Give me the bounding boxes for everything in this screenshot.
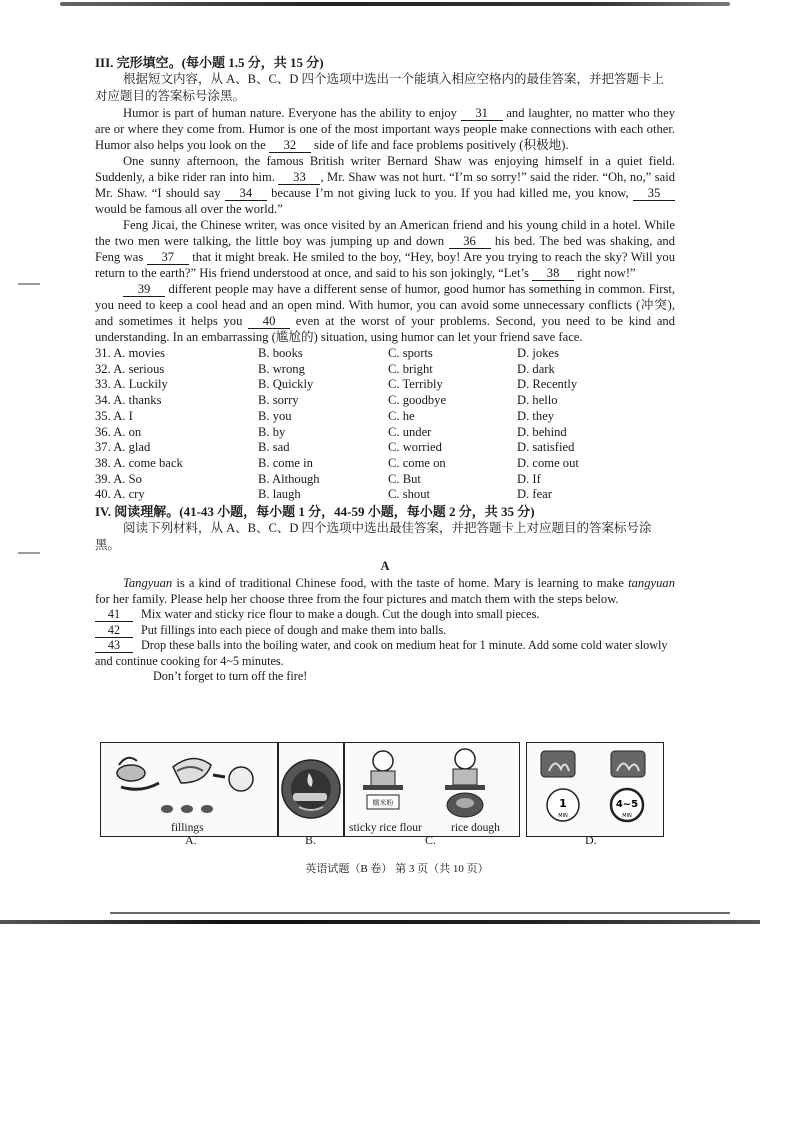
option-d[interactable]: D. satisfied	[517, 440, 575, 455]
passage-label: A	[380, 559, 390, 574]
option-b[interactable]: B. sad	[258, 440, 290, 455]
picture-strip	[100, 742, 668, 837]
option-c[interactable]: C. Terribly	[388, 377, 443, 392]
blank-41: 41	[95, 608, 133, 622]
blank-39: 39	[123, 283, 165, 297]
margin-mark	[18, 283, 40, 285]
option-row-38	[95, 456, 675, 472]
blank-36: 36	[449, 235, 491, 249]
blank-37: 37	[147, 251, 189, 265]
section-4-title: IV. 阅读理解。(41-43 小题，每小题 1 分，44-59 小题，每小题 2 分，共 35 分)	[95, 504, 535, 520]
picture-b	[278, 742, 344, 837]
picture-a	[100, 742, 278, 837]
section-3-instruction: 根据短文内容，从 A、B、C、D 四个选项中选出一个能填入相应空格内的最佳答案，并把答题卡上对应题目的答案标号涂黑。	[95, 72, 664, 103]
step-41: 41 Mix water and sticky rice flour to make a dough. Cut the dough into small pieces.	[95, 607, 675, 623]
option-d[interactable]: D. jokes	[517, 346, 559, 360]
blank-40: 40	[248, 315, 290, 329]
option-row-32	[95, 362, 675, 378]
option-c[interactable]: C. he	[388, 408, 415, 423]
option-c[interactable]: C. come on	[388, 455, 446, 470]
option-row-39	[95, 472, 675, 488]
timer-one: 1	[559, 797, 567, 810]
option-c[interactable]: C. under	[388, 424, 432, 439]
option-d[interactable]: D. If	[517, 471, 541, 486]
step-43: 43 Drop these balls into the boiling water, and cook on medium heat for 1 minute. Add some cold water slowly and continue cooking for 4~5 minutes.	[95, 638, 668, 668]
option-row-31	[95, 346, 675, 362]
step-42: 42 Put fillings into each piece of dough and make them into balls.	[95, 623, 675, 639]
option-c[interactable]: C. sports	[388, 346, 433, 360]
option-c[interactable]: C. shout	[388, 487, 430, 502]
paragraph-1: Humor is part of human nature. Everyone has the ability to enjoy 31 and laughter, no matter who they are or where they come from. Humor is one of the most important ways people make connections with each other. Humor also helps you look on the 32 side of life and face problems positively (积极地).	[95, 106, 675, 152]
option-b[interactable]: B. wrong	[258, 361, 305, 376]
option-c[interactable]: C. bright	[388, 361, 433, 376]
option-b[interactable]: B. sorry	[258, 393, 299, 408]
option-d[interactable]: D. Recently	[517, 377, 578, 392]
caption-fillings: fillings	[171, 822, 204, 834]
option-d[interactable]: D. behind	[517, 424, 567, 439]
blank-32: 32	[269, 139, 311, 153]
option-a[interactable]: 39. A. So	[95, 471, 142, 486]
blank-43: 43	[95, 639, 133, 653]
caption-rice-dough: rice dough	[451, 822, 500, 834]
option-b[interactable]: B. Although	[258, 471, 320, 486]
exam-page	[95, 54, 675, 685]
option-row-35	[95, 409, 675, 425]
option-d[interactable]: D. come out	[517, 455, 579, 470]
option-c[interactable]: C. worried	[388, 440, 442, 455]
scan-edge-bottom	[110, 912, 730, 914]
option-a[interactable]: 35. A. I	[95, 408, 133, 423]
option-row-34	[95, 393, 675, 409]
timer-four-five: 4~5	[615, 799, 639, 810]
picture-c	[344, 742, 520, 837]
option-a[interactable]: 37. A. glad	[95, 440, 151, 455]
option-b[interactable]: B. books	[258, 346, 303, 360]
option-b[interactable]: B. Quickly	[258, 377, 314, 392]
timer-unit: MIN	[622, 813, 632, 819]
option-row-33	[95, 377, 675, 393]
blank-31: 31	[461, 107, 503, 121]
option-d[interactable]: D. dark	[517, 361, 555, 376]
margin-mark	[18, 552, 40, 554]
blank-33: 33	[278, 171, 320, 185]
option-c[interactable]: C. goodbye	[388, 393, 447, 408]
option-a[interactable]: 32. A. serious	[95, 361, 165, 376]
option-row-36	[95, 425, 675, 441]
option-a[interactable]: 31. A. movies	[95, 346, 165, 360]
options-list	[95, 346, 675, 503]
bag-label: 糯米粉	[372, 799, 394, 807]
picture-label-b: B.	[305, 833, 317, 847]
picture-label-d: D.	[585, 833, 597, 847]
stove-knob-icon	[279, 743, 343, 836]
option-c[interactable]: C. But	[388, 471, 421, 486]
option-d[interactable]: D. hello	[517, 393, 558, 408]
picture-label-a: A.	[185, 833, 197, 847]
blank-35: 35	[633, 187, 675, 201]
option-row-40	[95, 487, 675, 503]
passage-intro: Tangyuan is a kind of traditional Chinese food, with the taste of home. Mary is learning to make tangyuan for her family. Please help her choose three from the four pictures and match them with the steps below.	[95, 576, 675, 607]
scan-edge-top	[60, 2, 730, 6]
option-d[interactable]: D. fear	[517, 487, 552, 502]
section-4-instruction: 阅读下列材料，从 A、B、C、D 四个选项中选出最佳答案，并把答题卡上对应题目的答案标号涂黑。	[95, 521, 652, 553]
blank-42: 42	[95, 624, 133, 638]
paragraph-3: Feng Jicai, the Chinese writer, was once visited by an American friend and his young child in a hotel. While the two men were talking, the little boy was jumping up and down 36 his bed. The bed was shaking, and Feng was 37 that it might break. He smiled to the boy, “Hey, boy! Are you trying to reach the sky? Will you return to the earth?” His friend understood at once, and said to his son jokingly, “Let’s 38 right now!”	[95, 218, 676, 280]
option-b[interactable]: B. by	[258, 424, 286, 439]
option-a[interactable]: 36. A. on	[95, 424, 142, 439]
paragraph-4: 39 different people may have a different sense of humor, good humor has something in common. First, you need to keep a cool head and an open mind. With humor, you can avoid some unnecessary conflicts (冲突), and sometimes it helps you 40 even at the worst of your problems. Second, you need to be kind and understanding. In an embarrassing (尴尬的) situation, using humor can let your friend save face.	[95, 282, 675, 344]
cooking-timer-drawing-icon	[527, 743, 663, 836]
scan-edge-bottom	[0, 920, 760, 924]
blank-38: 38	[532, 267, 574, 281]
paragraph-2: One sunny afternoon, the famous British writer Bernard Shaw was enjoying himself in a quiet field. Suddenly, a bike rider ran into him. 33 , Mr. Shaw was not hurt. “I’m so sorry!” said the rider. “Oh, no,” said Mr. Shaw. “I should say 34 because I’m not giving luck to you. If you had killed me, you know, 35 would be famous all over the world.”	[95, 154, 675, 216]
option-a[interactable]: 34. A. thanks	[95, 393, 162, 408]
option-row-37	[95, 440, 675, 456]
option-b[interactable]: B. laugh	[258, 487, 301, 502]
option-b[interactable]: B. you	[258, 408, 292, 423]
section-3-title: III. 完形填空。(每小题 1.5 分，共 15 分)	[95, 55, 324, 70]
caption-sticky-rice-flour: sticky rice flour	[349, 822, 422, 834]
picture-label-c: C.	[425, 833, 437, 847]
option-a[interactable]: 38. A. come back	[95, 455, 183, 470]
timer-unit: MIN	[558, 813, 568, 819]
step-note: Don’t forget to turn off the fire!	[153, 669, 308, 684]
option-b[interactable]: B. come in	[258, 455, 313, 470]
option-a[interactable]: 33. A. Luckily	[95, 377, 168, 392]
page-footer: 英语试题（B 卷） 第 3 页（共 10 页）	[305, 863, 489, 875]
picture-d	[526, 742, 664, 837]
blank-34: 34	[225, 187, 267, 201]
option-d[interactable]: D. they	[517, 408, 555, 423]
option-a[interactable]: 40. A. cry	[95, 487, 145, 502]
